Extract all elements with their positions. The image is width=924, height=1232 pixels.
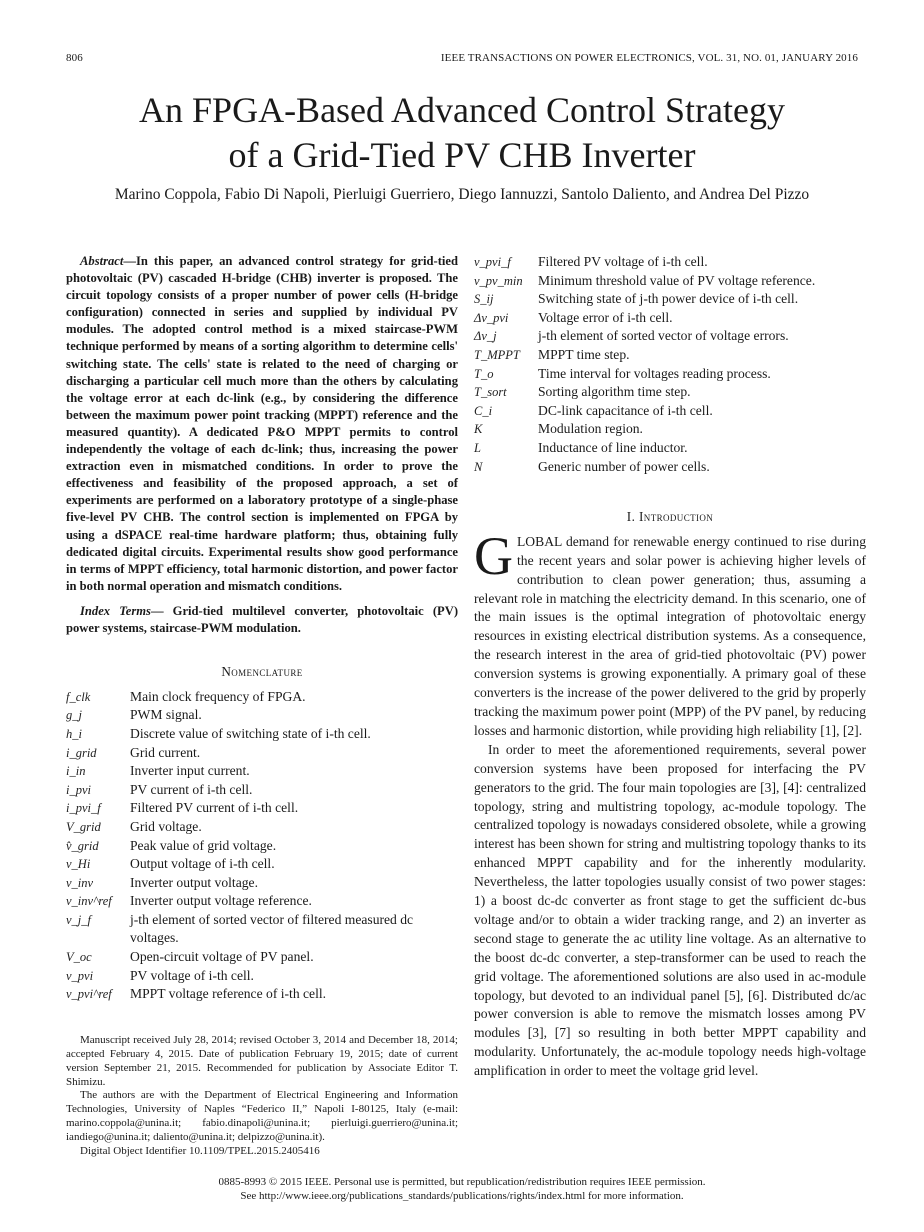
nomenclature-item xyxy=(66,781,458,800)
nomenclature-symbol: g_j xyxy=(66,708,82,723)
nomenclature-definition: Switching state of j-th power device of i-th cell. xyxy=(538,291,799,307)
nomenclature-symbol: S_ij xyxy=(474,292,494,307)
nomenclature-definition: MPPT time step. xyxy=(538,346,630,362)
intro-paragraph-2: In order to meet the aforementioned requirements, several power conversion systems have been proposed for interfacing the PV generators to the grid. The four main topologies are [3], [4]: centralized topology, string and multistring topology, ac-module topology. The centralized topology is nowadays considered obsolete, while a growing interest has been shown for string and multistring topology thanks to its enhanced MPPT capability and for the inherently modularity. Nevertheless, the latter topologies usually consist of two power stages: 1) a boost dc-dc converter as front stage to get the sufficient dc-bus voltage and/or to obtain a wider tracking range, and 2) an inverter as second stage to generate the ac utility line voltage. As an alternative to the boost dc-dc converter, a step-transformer can be used to reach the grid voltage. The aforementioned solutions are also used in ac-module topology, but devoted to an individual panel [5], [6]. Distributed dc/ac power conversion is able to remove the mismatch losses among PV modules [3], [7] so resulting in both better MPPT capability and modularity. Unfortunately, the ac-module topology needs high-voltage amplification in order to meet the voltage grid level. xyxy=(474,741,866,1079)
author-list: Marino Coppola, Fabio Di Napoli, Pierluigi Guerriero, Diego Iannuzzi, Santolo Daliento, and Andrea Del Pizzo xyxy=(114,186,810,203)
nomenclature-symbol: v_pvi^ref xyxy=(66,987,112,1002)
nomenclature-definition: Grid voltage. xyxy=(130,818,202,834)
intro-paragraph-1: GLOBAL demand for renewable energy continued to rise during the recent years and solar power is achieving higher levels of contribution to clean power generation; thus, assuming a relevant role in matching the electricity demand. In this scenario, one of the main issues is the optimal integration of photovoltaic energy resources in existing electrical distribution systems. As a consequence, the research interest in the area of grid-tied photovoltaic (PV) power conversion systems is growing exponentially. A primary goal of these converters is the increase of the power delivered to the grid by properly tracking the maximum power point (MPP) of the PV panel, by reducing losses and harmonic distortion, while providing high reliability [1], [2]. xyxy=(474,525,866,738)
nomenclature-item xyxy=(66,799,458,818)
abstract-label: Abstract xyxy=(80,254,124,268)
nomenclature-item xyxy=(66,818,458,837)
nomenclature-definition: Sorting algorithm time step. xyxy=(538,384,691,400)
nomenclature-definition: Generic number of power cells. xyxy=(538,458,710,474)
nomenclature-symbol: f_clk xyxy=(66,689,91,704)
nomenclature-item xyxy=(474,402,866,421)
nomenclature-item xyxy=(474,439,866,458)
nomenclature-symbol: i_in xyxy=(66,764,86,779)
nomenclature-item xyxy=(66,967,458,986)
nomenclature-definition: Minimum threshold value of PV voltage reference. xyxy=(538,272,816,288)
nomenclature-item xyxy=(66,706,458,725)
nomenclature-item xyxy=(474,309,866,328)
nomenclature-definition: Modulation region. xyxy=(538,421,643,437)
footnote-doi: Digital Object Identifier 10.1109/TPEL.2015.2405416 xyxy=(80,1145,320,1158)
nomenclature-symbol: v_Hi xyxy=(66,857,91,872)
nomenclature-item xyxy=(66,892,458,911)
title-line-1: An FPGA-Based Advanced Control Strategy xyxy=(139,90,785,130)
nomenclature-symbol: h_i xyxy=(66,726,82,741)
nomenclature-definition: Voltage error of i-th cell. xyxy=(538,309,673,325)
nomenclature-symbol: v_pvi xyxy=(66,968,94,983)
nomenclature-item xyxy=(474,458,866,477)
nomenclature-definition: Peak value of grid voltage. xyxy=(130,837,277,853)
nomenclature-definition: Output voltage of i-th cell. xyxy=(130,856,275,872)
nomenclature-definition: Time interval for voltages reading process. xyxy=(538,365,771,381)
copyright-line: 0885-8993 © 2015 IEEE. Personal use is permitted, but republication/redistribution requires IEEE permission. xyxy=(218,1176,706,1188)
nomenclature-item xyxy=(474,346,866,365)
nomenclature-definition: PWM signal. xyxy=(130,707,202,723)
rights-url-line: See http://www.ieee.org/publications_standards/publications/rights/index.html for more information. xyxy=(240,1190,684,1202)
nomenclature-item xyxy=(474,290,866,309)
nomenclature-definition: MPPT voltage reference of i-th cell. xyxy=(130,986,327,1002)
nomenclature-definition: Inverter output voltage reference. xyxy=(130,893,312,909)
nomenclature-definition: Filtered PV voltage of i-th cell. xyxy=(538,254,708,269)
nomenclature-item xyxy=(474,272,866,291)
nomenclature-symbol: i_grid xyxy=(66,745,97,760)
nomenclature-definition: Filtered PV current of i-th cell. xyxy=(130,800,299,816)
copyright-footer xyxy=(0,1175,924,1203)
nomenclature-item xyxy=(66,762,458,781)
nomenclature-item xyxy=(66,837,458,856)
journal-header: IEEE TRANSACTIONS ON POWER ELECTRONICS, VOL. 31, NO. 01, JANUARY 2016 xyxy=(440,52,858,64)
nomenclature-symbol: T_o xyxy=(474,366,494,381)
nomenclature-item xyxy=(66,985,458,1004)
nomenclature-definition: PV voltage of i-th cell. xyxy=(130,967,254,983)
nomenclature-symbol: T_MPPT xyxy=(474,347,520,362)
nomenclature-definition: Inductance of line inductor. xyxy=(538,439,688,455)
nomenclature-definition: Main clock frequency of FPGA. xyxy=(130,688,306,704)
nomenclature-list-left xyxy=(66,688,458,1004)
nomenclature-item xyxy=(66,688,458,707)
footnotes xyxy=(66,1034,458,1159)
abstract: Abstract—In this paper, an advanced control strategy for grid-tied photovoltaic (PV) cascaded H-bridge (CHB) inverter is proposed. The circuit topology consists of a proper number of power cells (H-bridge configuration) connected in series and supplied by individual PV modules. The adopted control method is a mixed staircase-PWM technique performed by means of a sorting algorithm to determine cells' switching state. The cells' state is related to the need of charging or discharging a particular cell much more than the others by calculating the voltage error at each dc-link (e.g., by considering the difference between the maximum power point tracking (MPPT) reference and the measured quantity). A dedicated P&O MPPT permits to control independently the voltage of each dc-link; thus, increasing the power extraction even in mismatched conditions. In order to prove the effectiveness and feasibility of the proposed approach, a set of experiments are performed on a laboratory prototype of a single-phase five-level PV CHB. The control section is implemented on FPGA by using a dSPACE real-time hardware platform; thus, obtaining fully dedicated digital circuits. Experimental results show good performance in terms of MPPT efficiency, total harmonic distortion, and power factor in both normal operation and mismatch conditions. xyxy=(66,254,458,593)
nomenclature-definition: j-th element of sorted vector of voltage errors. xyxy=(538,328,789,344)
left-column xyxy=(66,253,458,1159)
nomenclature-symbol: Δv_j xyxy=(474,329,497,344)
nomenclature-symbol: v_inv xyxy=(66,875,94,890)
nomenclature-symbol: i_pvi_f xyxy=(66,801,101,816)
nomenclature-definition: Inverter output voltage. xyxy=(130,874,258,890)
drop-cap: G xyxy=(474,525,513,586)
nomenclature-definition: PV current of i-th cell. xyxy=(130,781,253,797)
nomenclature-item xyxy=(66,911,458,948)
index-terms: Index Terms— Grid-tied multilevel converter, photovoltaic (PV) power systems, staircase-PWM modulation. xyxy=(66,603,459,635)
paper-title xyxy=(0,88,924,178)
nomenclature-definition: Open-circuit voltage of PV panel. xyxy=(130,949,314,965)
nomenclature-symbol: C_i xyxy=(474,403,493,418)
nomenclature-symbol: N xyxy=(474,459,483,474)
footnote-manuscript: Manuscript received July 28, 2014; revised October 3, 2014 and December 18, 2014; accepted February 4, 2015. Date of publication February 19, 2015; date of current version September 21, 2015. Recommended for publication by Associate Editor T. Shimizu. xyxy=(66,1033,458,1088)
nomenclature-symbol: V_oc xyxy=(66,950,92,965)
nomenclature-symbol: T_sort xyxy=(474,385,507,400)
nomenclature-symbol: L xyxy=(474,440,481,455)
nomenclature-symbol: v_pvi_f xyxy=(474,255,511,269)
nomenclature-symbol: K xyxy=(474,422,483,437)
title-line-2: of a Grid-Tied PV CHB Inverter xyxy=(228,135,696,175)
nomenclature-definition: Discrete value of switching state of i-th cell. xyxy=(130,725,371,741)
nomenclature-item xyxy=(474,327,866,346)
nomenclature-item xyxy=(474,420,866,439)
nomenclature-definition: Inverter input current. xyxy=(130,763,250,779)
nomenclature-item xyxy=(66,874,458,893)
index-terms-text: Grid-tied multilevel converter, photovoltaic (PV) power systems, staircase-PWM modulation. xyxy=(66,603,459,635)
nomenclature-symbol: i_pvi xyxy=(66,782,91,797)
nomenclature-symbol: v_j_f xyxy=(66,912,91,927)
nomenclature-definition: Grid current. xyxy=(130,744,201,760)
nomenclature-symbol: v_inv^ref xyxy=(66,894,112,909)
nomenclature-definition: DC-link capacitance of i-th cell. xyxy=(538,402,713,418)
nomenclature-item xyxy=(474,253,866,272)
nomenclature-symbol: Δv_pvi xyxy=(474,310,509,325)
right-column xyxy=(474,253,866,1081)
nomenclature-symbol: v_pv_min xyxy=(474,273,523,288)
nomenclature-item xyxy=(66,948,458,967)
nomenclature-item xyxy=(66,744,458,763)
index-terms-label: Index Terms xyxy=(80,603,151,618)
nomenclature-item xyxy=(474,365,866,384)
abstract-text: In this paper, an advanced control strategy for grid-tied photovoltaic (PV) cascaded H-bridge (CHB) inverter is proposed. The circuit topology consists of a proper number of power cells (H-bridge configuration) connected in series and supplied by individual PV modules. The adopted control method is a mixed staircase-PWM technique performed by means of a sorting algorithm to determine cells' switching state. The cells' state is related to the need of charging or discharging a particular cell much more than the others by calculating the voltage error at each dc-link (e.g., by considering the difference between the maximum power point tracking (MPPT) reference and the measured quantity). A dedicated P&O MPPT permits to control independently the voltage of each dc-link; thus, increasing the power extraction even in mismatched conditions. In order to prove the effectiveness and feasibility of the proposed approach, a set of experiments are performed on a laboratory prototype of a single-phase five-level PV CHB. The control section is implemented on FPGA by using a dSPACE real-time hardware platform; thus, obtaining fully dedicated digital circuits. Experimental results show good performance in terms of MPPT efficiency, total harmonic distortion, and power factor in both normal operation and mismatch conditions. xyxy=(66,254,458,593)
nomenclature-symbol: V_grid xyxy=(66,819,101,834)
page-number: 806 xyxy=(66,52,83,64)
nomenclature-list-right xyxy=(474,253,866,476)
nomenclature-definition: j-th element of sorted vector of filtered measured dc voltages. xyxy=(130,911,414,946)
introduction-heading: I. Introduction xyxy=(626,509,714,525)
nomenclature-heading: Nomenclature xyxy=(221,664,303,680)
nomenclature-item xyxy=(66,855,458,874)
footnote-affiliation: The authors are with the Department of Electrical Engineering and Information Technologies, University of Naples “Federico II,” Napoli I-80125, Italy (e-mail: marino.coppola@unina.it; fabio.dinapoli@unina.it; pierluigi.guerriero@unina.it; iandiego@unina.it; daliento@unina.it; delpizzo@unina.it). xyxy=(66,1089,458,1144)
nomenclature-item xyxy=(474,383,866,402)
nomenclature-symbol: v̂_grid xyxy=(66,838,99,853)
nomenclature-item xyxy=(66,725,458,744)
